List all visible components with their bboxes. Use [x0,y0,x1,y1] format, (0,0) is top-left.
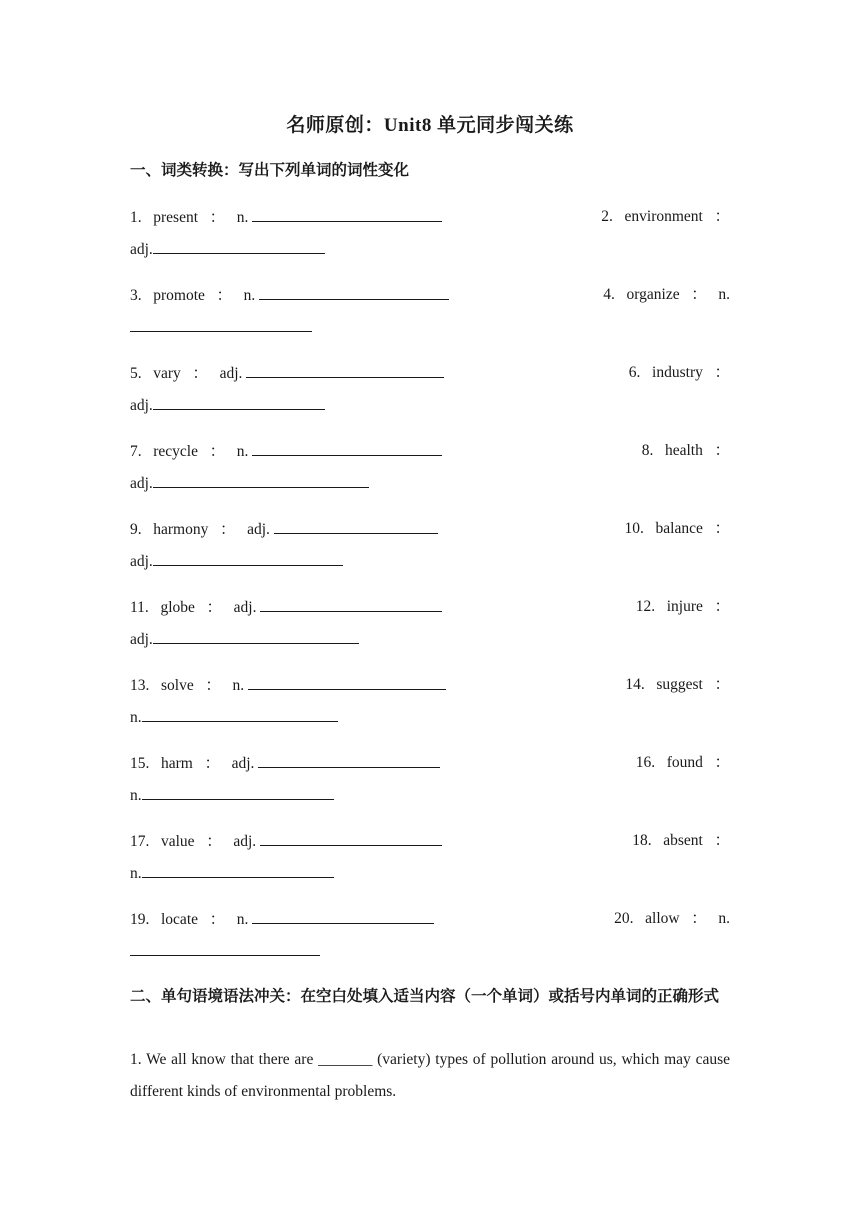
item-word: health [664,442,715,459]
answer-blank[interactable] [153,473,369,488]
item-number: 18. [632,832,664,849]
answer-blank[interactable] [260,597,442,612]
item-word: value [161,833,207,850]
item-number: 17. [130,833,161,850]
colon: ： [691,910,707,927]
item-number: 8. [641,442,665,459]
answer-blank[interactable] [153,551,343,566]
item-18 [632,831,730,851]
colon: ： [204,755,232,772]
item-word: recycle [153,443,210,460]
item-word: environment [624,208,715,225]
answer-blank[interactable] [130,317,312,332]
colon: ： [192,365,220,382]
part-of-speech: adj. [130,631,153,648]
answer-blank[interactable] [252,909,434,924]
colon: ： [209,911,237,928]
item-12 [636,597,730,617]
part-of-speech: adj. [130,241,153,258]
item-number: 14. [625,676,657,693]
answer-blank[interactable] [252,207,442,222]
part-of-speech: n. [236,443,249,460]
part-of-speech: n. [232,677,245,694]
answer-blank[interactable] [259,285,449,300]
item-word: found [666,754,715,771]
part-of-speech: adj. [130,553,153,570]
item-word: promote [153,287,217,304]
colon: ： [219,521,248,538]
item-number: 10. [624,520,656,537]
item-word: suggest [656,676,715,693]
item-20 [614,909,730,929]
item-word: harm [161,755,205,772]
item-number: 12. [635,598,667,615]
page-title: 名师原创：Unit8 单元同步闯关练 [286,115,574,136]
colon: ： [205,677,233,694]
item-number: 3. [130,287,154,304]
item-20-answer [130,941,320,962]
item-number: 13. [130,677,161,694]
item-2 [601,207,730,227]
item-18-answer [130,863,334,884]
item-word: globe [160,599,207,616]
item-11 [130,597,442,618]
colon: ： [714,676,730,693]
item-15 [130,753,440,774]
item-4 [603,285,730,305]
item-number: 5. [130,365,154,382]
colon: ： [714,832,730,849]
item-10-answer [130,551,343,572]
item-3 [130,285,449,306]
answer-blank[interactable] [153,629,359,644]
item-17 [130,831,442,852]
colon: ： [206,599,234,616]
answer-blank[interactable] [260,831,442,846]
part-of-speech: n. [236,911,249,928]
answer-blank[interactable] [153,395,325,410]
item-number: 4. [603,286,627,303]
colon: ： [714,598,730,615]
item-16-answer [130,785,334,806]
colon: ： [714,754,730,771]
item-8-answer [130,473,369,494]
colon: ： [714,364,730,381]
item-word: absent [663,832,715,849]
item-word: locate [161,911,210,928]
item-word: injure [666,598,715,615]
part-of-speech: n. [130,865,142,882]
item-number: 20. [614,910,646,927]
colon: ： [216,287,244,304]
item-8 [642,441,730,461]
item-number: 6. [628,364,653,381]
colon: ： [206,833,234,850]
item-9 [130,519,438,540]
part-of-speech: adj. [231,755,255,772]
part-of-speech: n. [243,287,256,304]
answer-blank[interactable] [142,707,338,722]
colon: ： [714,208,730,225]
item-number: 16. [635,754,667,771]
item-number: 19. [130,911,161,928]
item-5 [130,363,444,384]
answer-blank[interactable] [274,519,438,534]
item-word: industry [652,364,715,381]
part-of-speech: adj. [219,365,243,382]
part-of-speech: adj. [130,475,153,492]
colon: ： [209,209,237,226]
part-of-speech: adj. [233,599,257,616]
item-number: 1. [130,209,154,226]
colon: ： [691,286,707,303]
colon: ： [209,443,237,460]
part-of-speech: n. [706,910,730,927]
part-of-speech: n. [130,709,142,726]
item-4-answer [130,317,312,338]
answer-blank[interactable] [248,675,446,690]
item-13 [130,675,446,696]
item-word: organize [626,286,692,303]
item-10 [625,519,730,539]
item-word: solve [161,677,206,694]
item-number: 9. [130,521,154,538]
item-word: balance [655,520,715,537]
part-of-speech: n. [236,209,249,226]
item-number: 11. [130,599,161,616]
colon: ： [714,442,730,459]
part-of-speech: n. [130,787,142,804]
item-2-answer [130,239,325,260]
item-word: harmony [153,521,220,538]
item-14-answer [130,707,338,728]
item-7 [130,441,442,462]
colon: ： [714,520,730,537]
item-word: present [153,209,210,226]
section-1-heading: 一、词类转换：写出下列单词的词性变化 [130,161,410,179]
answer-blank[interactable] [246,363,444,378]
answer-blank[interactable] [258,753,440,768]
part-of-speech: n. [706,286,730,303]
part-of-speech: adj. [233,833,257,850]
answer-blank[interactable] [142,785,334,800]
item-number: 2. [601,208,625,225]
question-1: 1. We all know that there are _______ (variety) types of pollution around us, which may cause different kinds of environmental problems. [130,1051,730,1100]
item-1 [130,207,442,228]
item-12-answer [130,629,359,650]
answer-blank[interactable] [153,239,325,254]
item-number: 7. [130,443,154,460]
item-number: 15. [130,755,161,772]
section-2-heading: 二、单句语境语法冲关：在空白处填入适当内容（一个单词）或括号内单词的正确形式 [130,987,720,1005]
item-6 [629,363,730,383]
item-6-answer [130,395,325,416]
item-16 [636,753,730,773]
item-14 [625,675,730,695]
part-of-speech: adj. [247,521,270,538]
answer-blank[interactable] [142,863,334,878]
answer-blank[interactable] [252,441,442,456]
item-word: allow [645,910,692,927]
item-word: vary [153,365,193,382]
item-19 [130,909,434,930]
answer-blank[interactable] [130,941,320,956]
part-of-speech: adj. [130,397,153,414]
